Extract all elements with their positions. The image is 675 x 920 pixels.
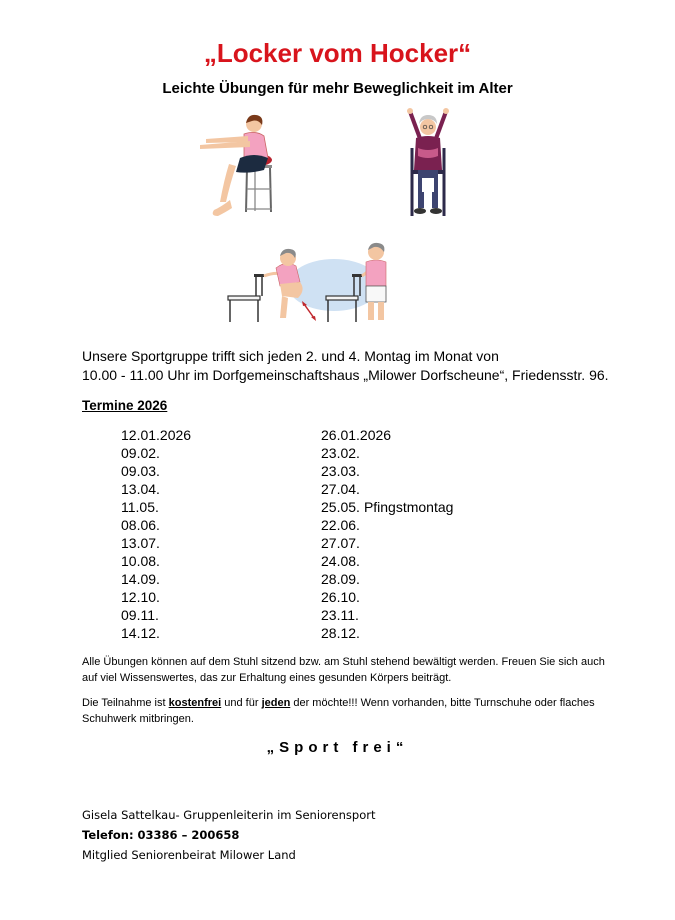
date-row bbox=[121, 588, 521, 606]
second-date: 23.02. bbox=[321, 445, 360, 461]
first-date: 12.10. bbox=[121, 589, 160, 605]
holiday-note: Pfingstmontag bbox=[363, 499, 454, 515]
date-row bbox=[121, 534, 521, 552]
participation-text: und für bbox=[221, 697, 262, 709]
second-date: 25.05. bbox=[321, 499, 360, 515]
first-date: 13.07. bbox=[121, 535, 160, 551]
senior-arms-raised-illustration bbox=[404, 108, 452, 220]
date-row bbox=[121, 570, 521, 588]
free-emphasis: kostenfrei bbox=[168, 697, 222, 709]
participation-text: Die Teilnahme ist bbox=[82, 697, 169, 709]
second-date: 28.12. bbox=[321, 625, 360, 641]
contact-membership: Mitglied Seniorenbeirat Milower Land bbox=[82, 848, 296, 862]
meeting-info-line-1: Unsere Sportgruppe trifft sich jeden 2. und 4. Montag im Monat von bbox=[82, 348, 499, 364]
dates-table bbox=[121, 426, 521, 642]
second-date: 27.04. bbox=[321, 481, 360, 497]
everyone-emphasis: jeden bbox=[261, 697, 291, 709]
second-date: 26.01.2026 bbox=[321, 427, 392, 443]
participation-paragraph bbox=[82, 696, 612, 727]
first-date: 08.06. bbox=[121, 517, 160, 533]
page-title: „Locker vom Hocker“ bbox=[203, 38, 472, 68]
dates-heading: Termine 2026 bbox=[82, 398, 168, 413]
contact-name: Gisela Sattelkau- Gruppenleiterin im Seniorensport bbox=[82, 808, 376, 822]
date-row bbox=[121, 552, 521, 570]
date-row bbox=[121, 444, 521, 462]
date-row bbox=[121, 498, 521, 516]
first-date: 14.09. bbox=[121, 571, 160, 587]
second-date: 23.03. bbox=[321, 463, 360, 479]
closing-slogan: „Sport frei“ bbox=[266, 739, 409, 756]
meeting-info-line-2: 10.00 - 11.00 Uhr im Dorfgemeinschaftshaus „Milower Dorfscheune“, Friedensstr. 96. bbox=[82, 367, 609, 383]
first-date: 12.01.2026 bbox=[121, 427, 192, 443]
exercise-info-paragraph: Alle Übungen können auf dem Stuhl sitzend bzw. am Stuhl stehend bewältigt werden. Freuen Sie sich auch auf viel Wissenswertes, das zur Erhaltung eines gesunden Körpers beiträgt. bbox=[82, 656, 605, 684]
date-row bbox=[121, 624, 521, 642]
first-date: 13.04. bbox=[121, 481, 160, 497]
second-date: 22.06. bbox=[321, 517, 360, 533]
first-date: 09.03. bbox=[121, 463, 160, 479]
chair-squat-illustration bbox=[222, 240, 397, 328]
date-row bbox=[121, 462, 521, 480]
first-date: 09.11. bbox=[121, 607, 159, 623]
date-row bbox=[121, 426, 521, 444]
first-date: 10.08. bbox=[121, 553, 160, 569]
woman-on-stool-illustration bbox=[196, 114, 286, 224]
second-date-with-note bbox=[321, 498, 453, 516]
second-date: 28.09. bbox=[321, 571, 360, 587]
page-subtitle: Leichte Übungen für mehr Beweglichkeit im Alter bbox=[162, 80, 513, 97]
second-date: 23.11. bbox=[321, 607, 359, 623]
contact-phone: Telefon: 03386 – 200658 bbox=[82, 828, 240, 842]
first-date: 14.12. bbox=[121, 625, 160, 641]
date-row bbox=[121, 606, 521, 624]
second-date: 24.08. bbox=[321, 553, 360, 569]
second-date: 27.07. bbox=[321, 535, 360, 551]
first-date: 11.05. bbox=[121, 499, 159, 515]
first-date: 09.02. bbox=[121, 445, 160, 461]
meeting-info bbox=[82, 347, 642, 385]
contact-block bbox=[82, 805, 375, 865]
date-row bbox=[121, 516, 521, 534]
participation-text: der möchte!!! Wenn vorhanden, bitte Turnschuhe oder flaches Schuhwerk mitbringen. bbox=[82, 697, 595, 725]
second-date: 26.10. bbox=[321, 589, 360, 605]
date-row bbox=[121, 480, 521, 498]
